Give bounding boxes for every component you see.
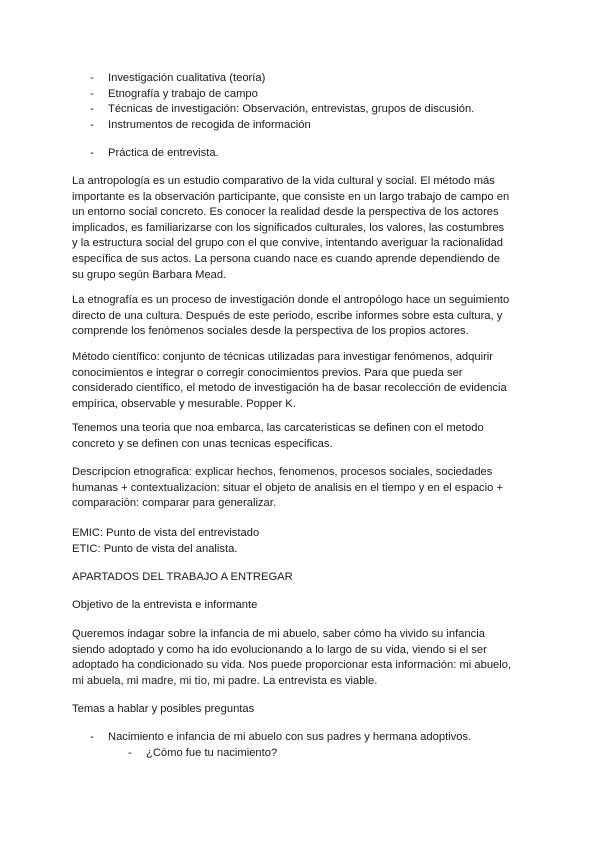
paragraph-queremos: Queremos indagar sobre la infancia de mi abuelo, saber cómo ha vivido su infancia siendo adoptado y como ha ido evolucionando a lo largo de su vida, viendo si el ser adoptado ha condicionado su vida. Nos puede proporcionar esta información: mi abuelo, mi abuela, mi madre, mi tío, mi padre. La entrevista es viable. <box>72 628 512 687</box>
paragraph-descripcion-etnografica: Descripcion etnografica: explicar hechos, fenomenos, procesos sociales, sociedades humanas + contextualizacion: situar el objeto de analisis en el tiempo y en el espacio + comparación: comparar para generalizar. <box>72 466 503 510</box>
bullet-item <box>90 102 530 118</box>
bullet-dash: - <box>90 103 94 115</box>
bullet-dash: - <box>90 147 94 159</box>
bullet-dash: - <box>90 731 94 743</box>
bullet-item-nacimiento <box>90 730 530 746</box>
bullet-item <box>90 118 530 134</box>
paragraph-metodo-cientifico: Método científico: conjunto de técnicas utilizadas para investigar fenómenos, adquirir conocimientos e integrar o corregir conocimientos previos. Para que pueda ser considerado científico, el metodo de investigación ha de basar recolección de evidencia empírica, observable y mesurable. Popper K. <box>72 351 507 410</box>
paragraph-antropologia: La antropología es un estudio comparativo de la vida cultural y social. El método más importante es la observación participante, que consiste en un largo trabajo de campo en un entorno social concreto. Es conocer la realidad desde la perspectiva de los actores implicados, es familiarizarse con los significados culturales, los valores, las costumbres y la estructura social del grupo con el que convive, intentando averiguar la racionalidad específica de sus actos. La persona cuando nace es cuando aprende dependiendo de su grupo según Barbara Mead. <box>72 175 510 281</box>
paragraph-teoria: Tenemos una teoria que noa embarca, las carcateristicas se definen con el metodo concreto y se definen con unas tecnicas especificas. <box>72 422 484 450</box>
section-heading-objetivo: Objetivo de la entrevista e informante <box>72 599 258 611</box>
bullet-text: ¿Cómo fue tu nacimiento? <box>146 746 278 759</box>
paragraph-emic: EMIC: Punto de vista del entrevistado <box>72 527 260 539</box>
bullet-dash: - <box>128 746 132 759</box>
bullet-item <box>90 71 530 87</box>
section-heading-temas: Temas a hablar y posibles preguntas <box>72 703 255 715</box>
bullet-dash: - <box>90 87 94 100</box>
section-heading-apartados: APARTADOS DEL TRABAJO A ENTREGAR <box>72 571 293 583</box>
bullet-text: Etnografía y trabajo de campo <box>108 87 258 100</box>
paragraph-etnografia: La etnografía es un proceso de investigación donde el antropólogo hace un seguimiento directo de una cultura. Después de este periodo, escribe informes sobre esta cultura, y comprende los fenómenos sociales desde la perspectiva de los propios actores. <box>72 294 510 338</box>
bullet-item-practica <box>90 146 530 162</box>
bullet-text: Técnicas de investigación: Observación, entrevistas, grupos de discusión. <box>108 103 475 115</box>
paragraph-etic: ETIC: Punto de vista del analista. <box>72 542 238 555</box>
sub-bullet-item <box>128 746 528 762</box>
bullet-text: Práctica de entrevista. <box>108 147 219 159</box>
bullet-text: Nacimiento e infancia de mi abuelo con sus padres y hermana adoptivos. <box>108 731 472 743</box>
bullet-dash: - <box>90 118 94 131</box>
bullet-text: Instrumentos de recogida de información <box>108 118 311 131</box>
bullet-item <box>90 87 530 103</box>
bullet-text: Investigación cualitativa (teoría) <box>108 72 266 84</box>
bullet-dash: - <box>90 72 94 84</box>
